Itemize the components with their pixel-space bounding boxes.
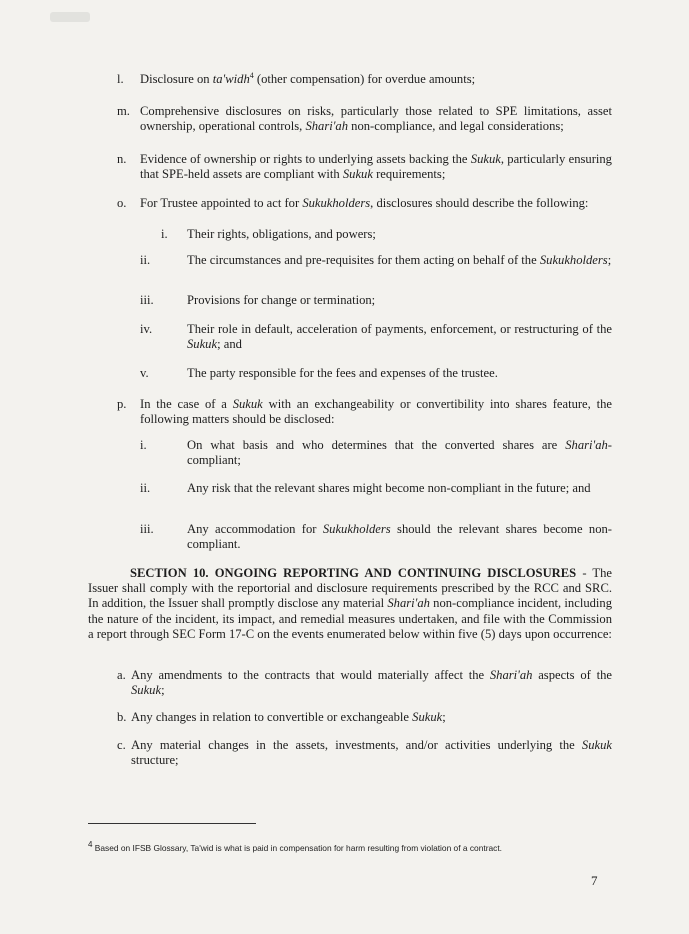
item-label: n.: [117, 152, 127, 166]
sub-item-o-ii: [140, 253, 612, 268]
sub-text: On what basis and who determines that the converted shares are Shari'ah-compliant;: [187, 438, 612, 468]
sub-text: Any accommodation for Sukukholders should the relevant shares become non-compliant.: [187, 522, 612, 552]
sub-label: iv.: [140, 322, 153, 336]
item-text: Evidence of ownership or rights to underlying assets backing the Sukuk, particularly ensuring that SPE-held assets are compliant with Sukuk requirements;: [140, 152, 612, 182]
item-label: c.: [117, 738, 126, 752]
item-label: m.: [117, 104, 130, 118]
sub-text: Their rights, obligations, and powers;: [187, 227, 376, 241]
scan-artifact: [50, 12, 90, 22]
sub-label: iii.: [140, 522, 154, 536]
list-item-a: [117, 668, 612, 698]
item-text: Any amendments to the contracts that would materially affect the Shari'ah aspects of the Sukuk;: [131, 668, 612, 698]
list-item-l: [117, 72, 612, 87]
sub-item-p-i: [140, 438, 612, 468]
footnote: [88, 840, 502, 854]
item-text: For Trustee appointed to act for Sukukholders, disclosures should describe the following:: [140, 196, 589, 210]
item-text: Comprehensive disclosures on risks, particularly those related to SPE limitations, asset ownership, operational controls, Shari'ah non-compliance, and legal considerations;: [140, 104, 612, 134]
list-item-n: [117, 152, 612, 182]
item-text: Any material changes in the assets, investments, and/or activities underlying the Sukuk structure;: [131, 738, 612, 768]
sub-text: The circumstances and pre-requisites for them acting on behalf of the Sukukholders;: [187, 253, 612, 267]
item-label: o.: [117, 196, 127, 210]
list-item-c: [117, 738, 612, 768]
item-text: Disclosure on ta'widh$^4$ (other compensation) for overdue amounts;: [140, 70, 476, 86]
footnote-text: Based on IFSB Glossary, Ta'wid is what is paid in compensation for harm resulting from violation of a contract.: [94, 843, 502, 853]
sub-label: iii.: [140, 293, 154, 307]
sub-item-o-v: [140, 366, 612, 381]
footnote-ref: 4: [249, 70, 254, 80]
list-item-o: [117, 196, 612, 211]
sub-text: Provisions for change or termination;: [187, 293, 376, 307]
footnote-mark: 4: [88, 840, 93, 850]
page-number: 7: [591, 873, 598, 888]
sub-item-o-iii: [140, 293, 612, 308]
sub-label: v.: [140, 366, 149, 380]
item-label: p.: [117, 397, 127, 411]
section-10-paragraph: SECTION 10. ONGOING REPORTING AND CONTINUING DISCLOSURES - The Issuer shall comply with the reportorial and disclosure requirements prescribed by the RCC and SRC. In addition, the Issuer shall promptly disclose any material Shari'ah non-compliance incident, including the nature of the incident, its impact, and remedial measures undertaken, and file with the Commission a report through SEC Form 17-C on the events enumerated below within five (5) days upon occurrence:: [88, 566, 613, 641]
item-label: l.: [117, 72, 124, 86]
item-label: a.: [117, 668, 126, 682]
sub-text: Any risk that the relevant shares might become non-compliant in the future; and: [187, 481, 591, 495]
sub-item-o-iv: [140, 322, 612, 352]
item-label: b.: [117, 710, 127, 724]
sub-text: Their role in default, acceleration of payments, enforcement, or restructuring of the Sukuk; and: [187, 322, 612, 352]
item-text: In the case of a Sukuk with an exchangeability or convertibility into shares feature, the following matters should be disclosed:: [140, 397, 612, 427]
list-item-m: [117, 104, 612, 134]
footnote-divider: [88, 823, 256, 824]
sub-label: ii.: [140, 253, 151, 267]
sub-label: i.: [140, 438, 147, 452]
sub-label: i.: [161, 227, 168, 241]
sub-text: The party responsible for the fees and expenses of the trustee.: [187, 366, 498, 380]
list-item-b: [117, 710, 612, 725]
sub-label: ii.: [140, 481, 151, 495]
item-text: Any changes in relation to convertible or exchangeable Sukuk;: [131, 710, 446, 724]
section-heading: SECTION 10. ONGOING REPORTING AND CONTINUING DISCLOSURES: [130, 566, 577, 580]
sub-item-p-ii: [140, 481, 612, 496]
sub-item-o-i: [140, 227, 612, 242]
list-item-p: [117, 397, 612, 427]
sub-item-p-iii: [140, 522, 612, 552]
